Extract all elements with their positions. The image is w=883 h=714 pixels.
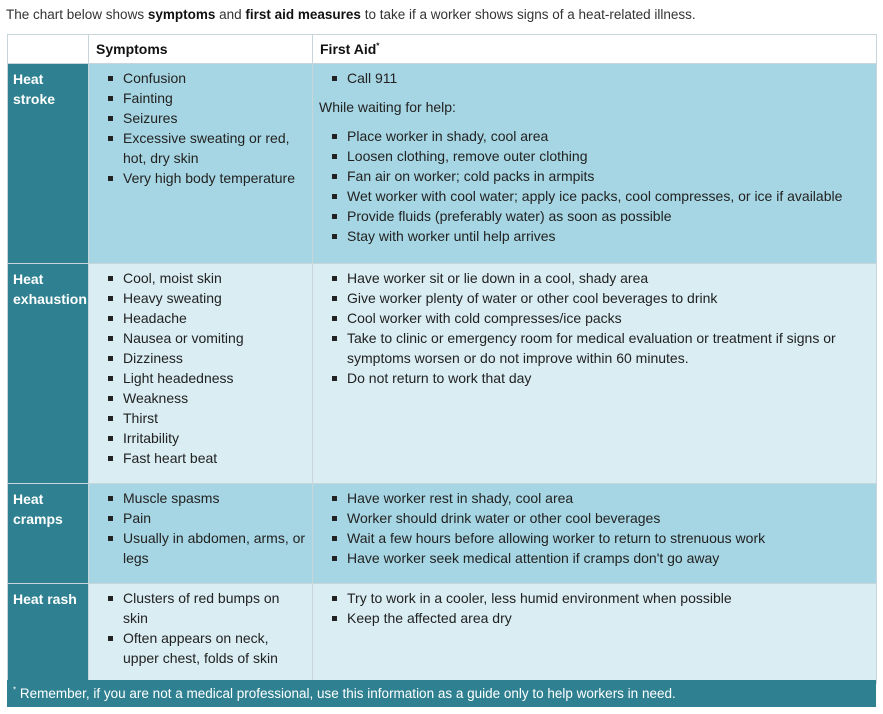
intro-text [6,7,696,23]
header-first-aid [313,35,877,64]
list-item: Dizziness [123,348,306,368]
list-item: Try to work in a cooler, less humid environment when possible [347,588,870,608]
list-item: Seizures [123,108,306,128]
symptoms-list [95,268,306,468]
list-item: Have worker sit or lie down in a cool, shady area [347,268,870,288]
first-aid-cell [313,484,877,584]
footnote-text: Remember, if you are not a medical professional, use this information as a guide only to help workers in need. [16,686,676,701]
symptoms-list [95,488,306,568]
list-item: Often appears on neck, upper chest, folds of skin [123,628,306,668]
list-item: Irritability [123,428,306,448]
list-item: Wet worker with cool water; apply ice packs, cool compresses, or ice if available [347,186,870,206]
illness-name: Heat stroke [8,64,89,264]
first-aid-list [319,488,870,568]
waiting-note: While waiting for help: [319,99,456,115]
footnote-mark: * [376,41,380,51]
list-item: Have worker seek medical attention if cramps don't go away [347,548,870,568]
list-item: Loosen clothing, remove outer clothing [347,146,870,166]
header-row [8,35,877,64]
table-row [8,264,877,484]
intro-bold-symptoms: symptoms [147,7,216,22]
list-item: Take to clinic or emergency room for medical evaluation or treatment if signs or symptoms worsen or do not improve within 60 minutes. [347,328,870,368]
first-aid-cell [313,584,877,684]
list-item: Keep the affected area dry [347,608,870,628]
list-item: Headache [123,308,306,328]
header-first-aid-label: First Aid [320,41,377,57]
intro-prefix: The chart below shows [6,7,148,22]
symptoms-cell [89,484,313,584]
list-item: Excessive sweating or red, hot, dry skin [123,128,306,168]
table-row [8,484,877,584]
symptoms-cell [89,264,313,484]
table-row [8,64,877,264]
illness-name: Heat cramps [8,484,89,584]
list-item: Fast heart beat [123,448,306,468]
list-item: Cool, moist skin [123,268,306,288]
list-item: Call 911 [347,68,870,88]
illness-name: Heat exhaustion [8,264,89,484]
list-item: Usually in abdomen, arms, or legs [123,530,306,566]
first-aid-list [319,126,870,246]
list-item: Place worker in shady, cool area [347,126,870,146]
header-symptoms: Symptoms [89,35,313,64]
list-item: Wait a few hours before allowing worker to return to strenuous work [347,528,870,548]
footnote-bar [7,680,876,707]
list-item: Cool worker with cold compresses/ice packs [347,308,870,328]
heat-illness-table [7,34,877,684]
intro-bold-first-aid: first aid measures [245,7,361,22]
intro-suffix: to take if a worker shows signs of a heat-related illness. [360,7,696,22]
list-item: Fan air on worker; cold packs in armpits [347,166,870,186]
list-item: Very high body temperature [123,168,306,188]
list-item: Clusters of red bumps on skin [123,588,306,628]
list-item: Thirst [123,408,306,428]
list-item: Pain [123,508,306,528]
first-aid-cell [313,64,877,264]
table-row [8,584,877,684]
list-item: Nausea or vomiting [123,328,306,348]
list-item: Heavy sweating [123,288,306,308]
symptoms-cell [89,64,313,264]
symptoms-list [95,588,306,668]
first-aid-list [319,268,870,388]
symptoms-list [95,68,306,188]
list-item: Stay with worker until help arrives [347,226,870,246]
footnote-mark: * [13,685,17,695]
list-item: Confusion [123,68,306,88]
list-item: Provide fluids (preferably water) as soon as possible [347,206,870,226]
list-item: Worker should drink water or other cool beverages [347,508,870,528]
intro-mid: and [215,7,246,22]
list-item: Fainting [123,88,306,108]
list-item: Muscle spasms [123,488,306,508]
list-item: Do not return to work that day [347,368,870,388]
list-item: Give worker plenty of water or other cool beverages to drink [347,288,870,308]
illness-name: Heat rash [8,584,89,684]
list-item: Have worker rest in shady, cool area [347,488,870,508]
first-aid-list [319,68,870,88]
list-item: Light headedness [123,368,306,388]
symptoms-cell [89,584,313,684]
first-aid-list [319,588,870,628]
list-item: Weakness [123,388,306,408]
first-aid-cell [313,264,877,484]
header-illness: Illness [8,35,89,64]
